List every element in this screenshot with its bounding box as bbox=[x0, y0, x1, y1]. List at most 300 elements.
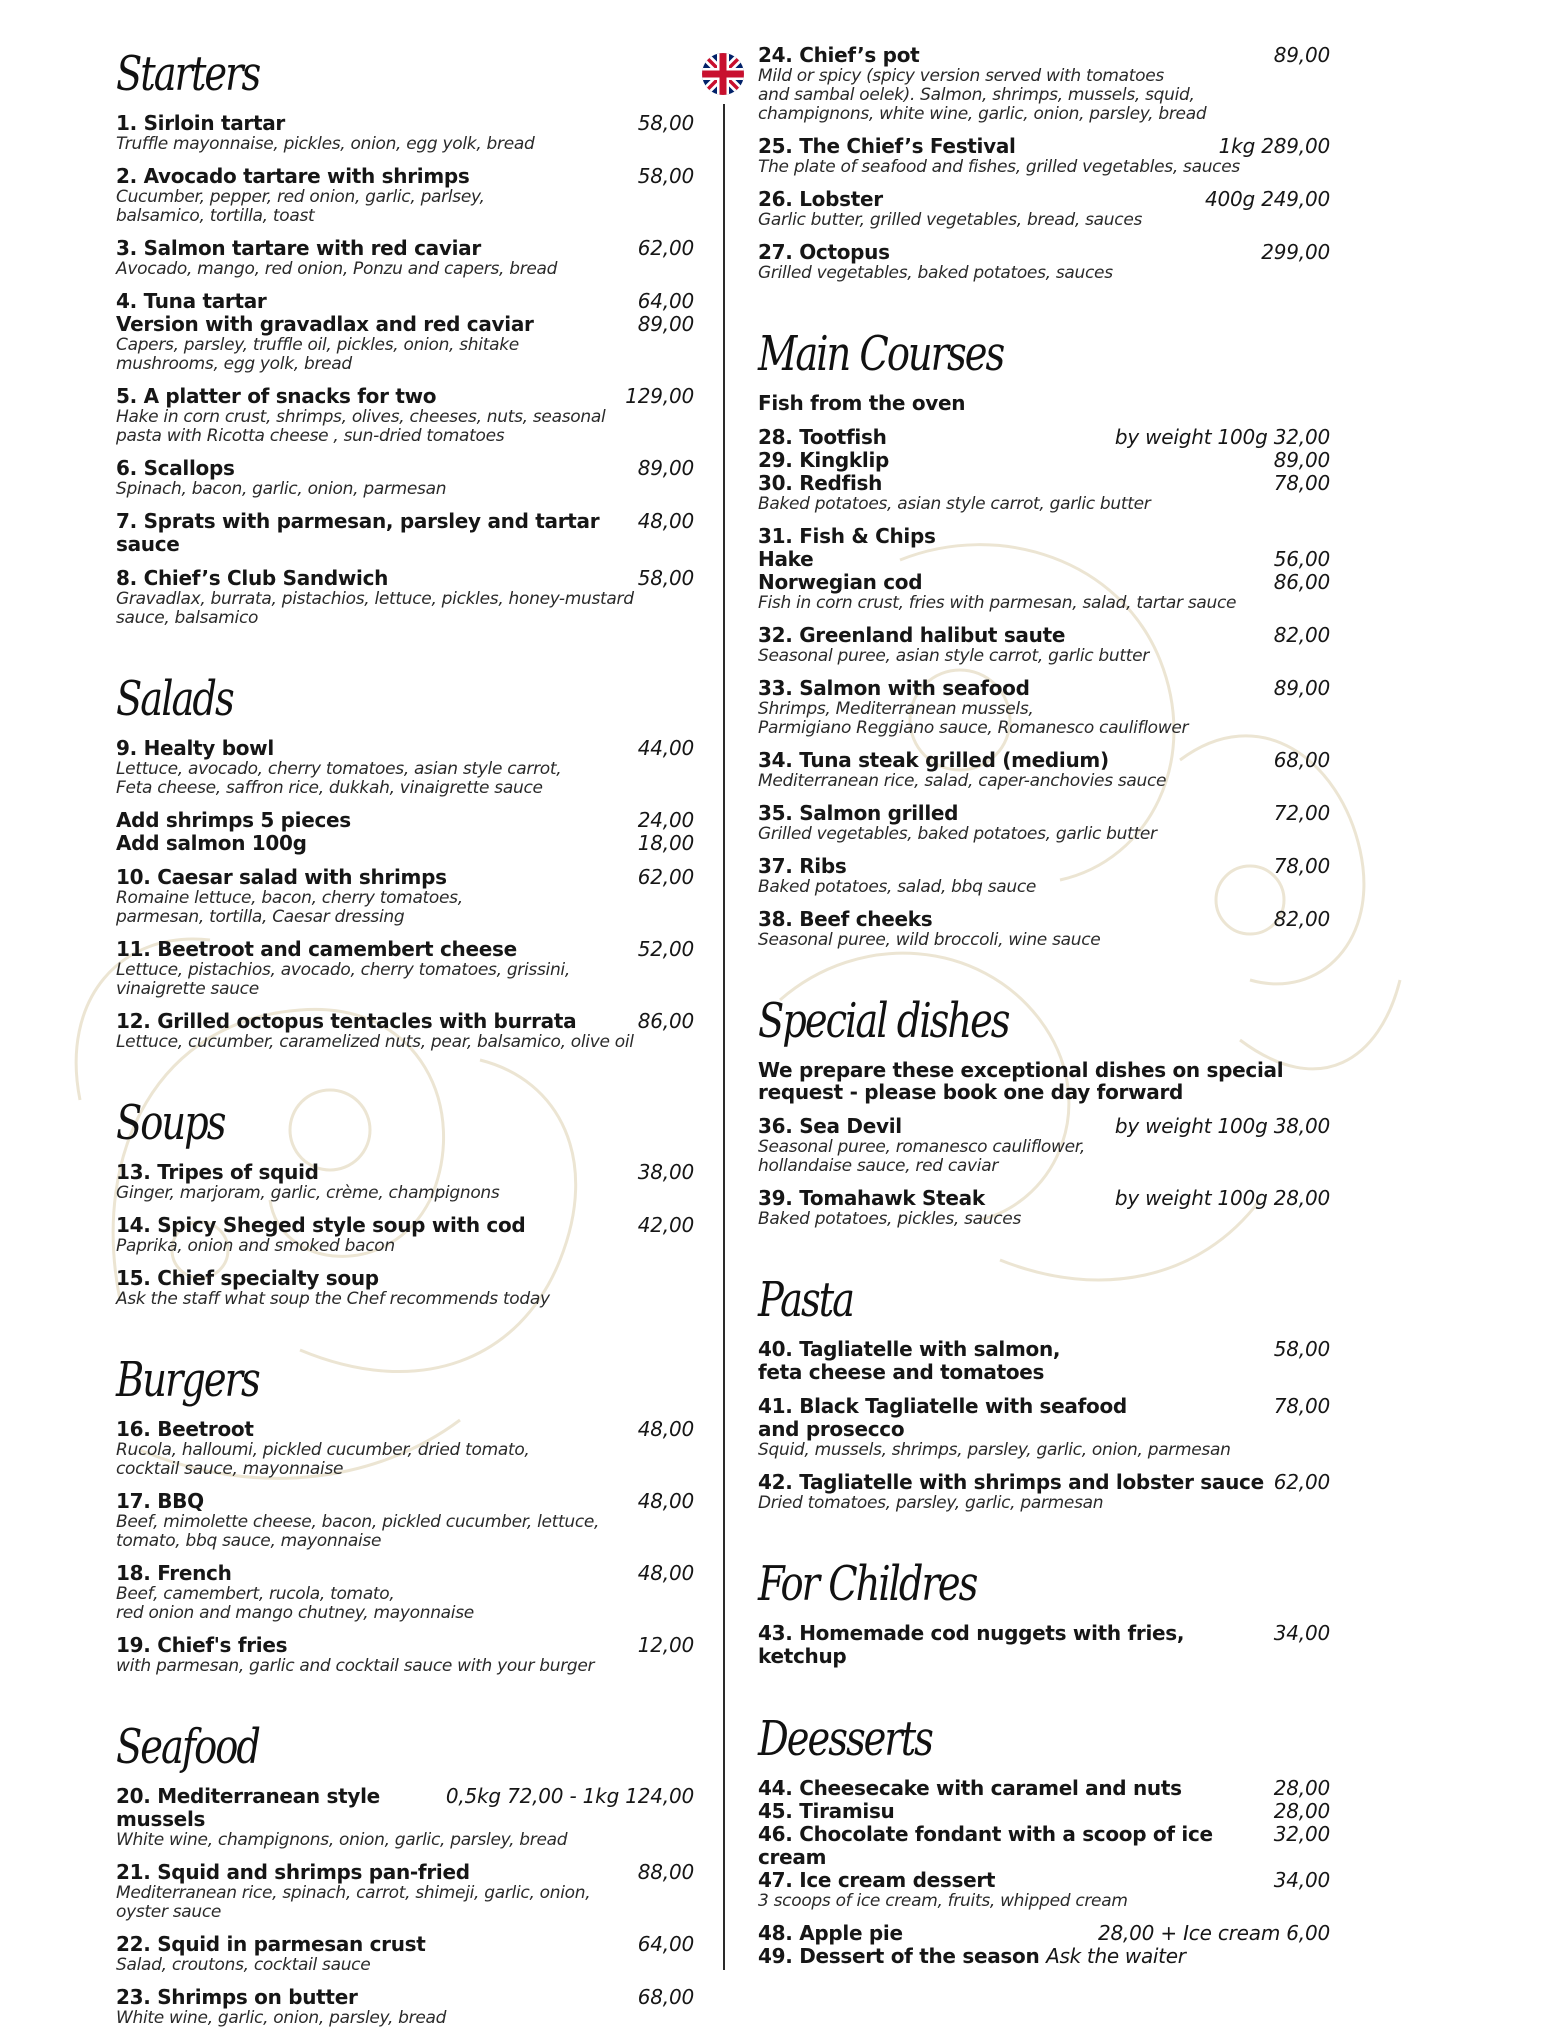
dish-name-text: 13. Tripes of squid bbox=[116, 1160, 319, 1184]
menu-item bbox=[116, 567, 694, 628]
dish-description: Shrimps, Mediterranean mussels, bbox=[758, 699, 1034, 719]
dish-name-text: Norwegian cod bbox=[758, 570, 923, 594]
dish-name bbox=[758, 188, 1197, 211]
dish-name bbox=[758, 1622, 1266, 1645]
dish-name bbox=[116, 290, 630, 313]
dish-price: 12,00 bbox=[637, 1633, 694, 1657]
section-title: Burgers bbox=[116, 1352, 259, 1408]
dish-description: pasta with Ricotta cheese , sun-dried tomatoes bbox=[116, 426, 505, 446]
menu-item-line bbox=[758, 1395, 1330, 1418]
dish-name bbox=[758, 449, 1266, 472]
menu-section-deesserts bbox=[758, 1679, 1330, 1968]
dish-name-text: 48. Apple pie bbox=[758, 1921, 903, 1945]
dish-description: Dried tomatoes, parsley, garlic, parmesan bbox=[758, 1493, 1104, 1513]
dish-name-text: 4. Tuna tartar bbox=[116, 289, 267, 313]
dish-description: and sambal oelek). Salmon, shrimps, mussels, squid, bbox=[758, 85, 1195, 105]
dish-price: 64,00 bbox=[637, 1932, 694, 1956]
dish-description: Garlic butter, grilled vegetables, bread, sauces bbox=[758, 210, 1143, 230]
dish-name bbox=[758, 426, 1107, 449]
menu-section-continued bbox=[758, 44, 1330, 283]
dish-name-text: 21. Squid and shrimps pan-fried bbox=[116, 1860, 470, 1884]
dish-name-text: 24. Chief’s pot bbox=[758, 43, 920, 67]
dish-name-text: Add shrimps 5 pieces bbox=[116, 808, 351, 832]
menu-section-special-dishes bbox=[758, 961, 1330, 1229]
dish-name bbox=[758, 135, 1211, 158]
menu-item-line bbox=[116, 1562, 694, 1585]
dish-name-text: 22. Squid in parmesan crust bbox=[116, 1932, 426, 1956]
dish-description: Rucola, halloumi, pickled cucumber, dried tomato, bbox=[116, 1440, 530, 1460]
dish-name-text: 15. Chief specialty soup bbox=[116, 1266, 379, 1290]
menu-item bbox=[758, 241, 1330, 283]
menu-item-line bbox=[116, 1418, 694, 1441]
section-spacer bbox=[116, 1687, 694, 1717]
dish-name bbox=[116, 1861, 630, 1884]
dish-name-text: 1. Sirloin tartar bbox=[116, 111, 285, 135]
dish-price: 24,00 bbox=[637, 808, 694, 832]
section-title: Starters bbox=[116, 46, 260, 102]
dish-name-text: 42. Tagliatelle with shrimps and lobster sauce bbox=[758, 1470, 1264, 1494]
dish-price: 28,00 + Ice cream 6,00 bbox=[1097, 1921, 1330, 1945]
dish-name bbox=[758, 1418, 1322, 1441]
menu-item bbox=[116, 1861, 694, 1922]
menu-item bbox=[116, 809, 694, 855]
menu-item bbox=[116, 866, 694, 927]
dish-name bbox=[758, 525, 1322, 548]
dish-name bbox=[758, 44, 1266, 67]
menu-item bbox=[116, 1634, 694, 1676]
dish-name bbox=[758, 1361, 1322, 1384]
menu-column-left bbox=[116, 44, 694, 2039]
menu-item-line bbox=[758, 1622, 1330, 1645]
dish-price: 68,00 bbox=[637, 1985, 694, 2009]
dish-description: Cucumber, pepper, red onion, garlic, parlsey, bbox=[116, 187, 485, 207]
menu-section-burgers bbox=[116, 1320, 694, 1676]
menu-item-line bbox=[116, 737, 694, 760]
dish-description: red onion and mango chutney, mayonnaise bbox=[116, 1603, 474, 1623]
dish-description: Baked potatoes, pickles, sauces bbox=[758, 1209, 1022, 1229]
menu-item-line bbox=[758, 241, 1330, 264]
dish-name bbox=[758, 908, 1266, 931]
dish-description: White wine, garlic, onion, parsley, bread bbox=[116, 2008, 447, 2028]
menu-item bbox=[758, 749, 1330, 791]
menu-item-line bbox=[758, 624, 1330, 647]
dish-description: Grilled vegetables, baked potatoes, garlic butter bbox=[758, 824, 1157, 844]
menu-item-line bbox=[758, 472, 1330, 495]
menu-item-line bbox=[116, 866, 694, 889]
dish-price: 89,00 bbox=[637, 312, 694, 336]
dish-price: by weight 100g 32,00 bbox=[1114, 425, 1330, 449]
dish-name-text: 30. Redfish bbox=[758, 471, 883, 495]
dish-name bbox=[758, 1777, 1266, 1800]
dish-name-text: 19. Chief's fries bbox=[116, 1633, 288, 1657]
menu-section-soups bbox=[116, 1063, 694, 1309]
menu-section-starters bbox=[116, 44, 694, 628]
menu-item-line bbox=[116, 237, 694, 260]
dish-description: Mediterranean rice, salad, caper-anchovies sauce bbox=[758, 771, 1167, 791]
menu-item-line bbox=[116, 832, 694, 855]
dish-name-text: 2. Avocado tartare with shrimps bbox=[116, 164, 470, 188]
dish-description: Avocado, mango, red onion, Ponzu and capers, bread bbox=[116, 259, 558, 279]
menu-item-line bbox=[116, 567, 694, 590]
column-divider bbox=[723, 104, 725, 1970]
menu-item bbox=[116, 1562, 694, 1623]
dish-name bbox=[758, 749, 1266, 772]
dish-price: 48,00 bbox=[637, 509, 694, 533]
dish-name bbox=[116, 1161, 630, 1184]
dish-description: Ginger, marjoram, garlic, crème, champignons bbox=[116, 1183, 500, 1203]
menu-section-main-courses bbox=[758, 294, 1330, 950]
menu-item bbox=[758, 624, 1330, 666]
dish-price: 62,00 bbox=[1273, 1470, 1330, 1494]
menu-item-line bbox=[758, 1187, 1330, 1210]
dish-name-text: 46. Chocolate fondant with a scoop of ice cream bbox=[758, 1822, 1213, 1869]
menu-item-line bbox=[758, 1945, 1330, 1968]
menu-item bbox=[116, 1418, 694, 1479]
dish-description: Grilled vegetables, baked potatoes, sauces bbox=[758, 263, 1113, 283]
dish-description: sauce, balsamico bbox=[116, 608, 259, 628]
dish-name-text: 43. Homemade cod nuggets with fries, bbox=[758, 1621, 1185, 1645]
dish-name bbox=[758, 677, 1266, 700]
dish-price: 62,00 bbox=[637, 236, 694, 260]
dish-description: Seasonal puree, asian style carrot, garlic butter bbox=[758, 646, 1149, 666]
dish-price: 34,00 bbox=[1273, 1621, 1330, 1645]
dish-name bbox=[758, 1187, 1107, 1210]
menu-item bbox=[116, 385, 694, 446]
menu-item bbox=[758, 525, 1330, 613]
menu-item-line bbox=[758, 1823, 1330, 1869]
menu-item bbox=[116, 737, 694, 798]
menu-section-seafood bbox=[116, 1687, 694, 2028]
section-intro bbox=[758, 1059, 1330, 1103]
dish-name bbox=[758, 1945, 1322, 1968]
dish-name bbox=[758, 548, 1266, 571]
dish-price: 28,00 bbox=[1273, 1776, 1330, 1800]
dish-name-text: 23. Shrimps on butter bbox=[116, 1985, 358, 2009]
dish-name bbox=[116, 112, 630, 135]
menu-item bbox=[116, 1010, 694, 1052]
dish-name-text: 47. Ice cream dessert bbox=[758, 1868, 996, 1892]
dish-description: Truffle mayonnaise, pickles, onion, egg yolk, bread bbox=[116, 134, 535, 154]
dish-price: 88,00 bbox=[637, 1860, 694, 1884]
menu-item-line bbox=[758, 677, 1330, 700]
dish-name-text: 20. Mediterranean style mussels bbox=[116, 1784, 380, 1831]
dish-description: balsamico, tortilla, toast bbox=[116, 206, 315, 226]
menu-item-line bbox=[116, 1214, 694, 1237]
dish-price: 89,00 bbox=[1273, 43, 1330, 67]
dish-description: tomato, bbq sauce, mayonnaise bbox=[116, 1531, 382, 1551]
dish-description: Parmigiano Reggiano sauce, Romanesco cauliflower bbox=[758, 718, 1189, 738]
dish-description: Beef, mimolette cheese, bacon, pickled cucumber, lettuce, bbox=[116, 1512, 600, 1532]
dish-price: 86,00 bbox=[1273, 570, 1330, 594]
dish-description: 3 scoops of ice cream, fruits, whipped cream bbox=[758, 1891, 1128, 1911]
dish-name-text: 12. Grilled octopus tentacles with burrata bbox=[116, 1009, 577, 1033]
section-intro bbox=[758, 392, 1330, 414]
dish-name-text: 10. Caesar salad with shrimps bbox=[116, 865, 447, 889]
dish-name-text: Hake bbox=[758, 547, 814, 571]
dish-name bbox=[116, 165, 630, 188]
dish-description: with parmesan, garlic and cocktail sauce with your burger bbox=[116, 1656, 595, 1676]
menu-item-line bbox=[758, 449, 1330, 472]
menu-item bbox=[758, 908, 1330, 950]
menu-item bbox=[758, 1777, 1330, 1911]
section-spacer bbox=[758, 961, 1330, 991]
menu-item-line bbox=[758, 1800, 1330, 1823]
section-intro-line: We prepare these exceptional dishes on special bbox=[758, 1058, 1284, 1082]
dish-name-text: 31. Fish & Chips bbox=[758, 524, 936, 548]
dish-description: Beef, camembert, rucola, tomato, bbox=[116, 1584, 395, 1604]
section-title: For Childres bbox=[758, 1556, 977, 1612]
menu-item-line bbox=[116, 1933, 694, 1956]
menu-item bbox=[116, 237, 694, 279]
dish-description: Fish in corn crust, fries with parmesan, salad, tartar sauce bbox=[758, 593, 1237, 613]
dish-name bbox=[758, 472, 1266, 495]
dish-name-text: 29. Kingklip bbox=[758, 448, 890, 472]
dish-price: 48,00 bbox=[637, 1561, 694, 1585]
menu-item bbox=[116, 1933, 694, 1975]
dish-name-text: feta cheese and tomatoes bbox=[758, 1360, 1045, 1384]
dish-name bbox=[116, 1785, 438, 1831]
dish-name bbox=[758, 571, 1266, 594]
dish-name-text: 39. Tomahawk Steak bbox=[758, 1186, 985, 1210]
dish-name bbox=[116, 1986, 630, 2009]
dish-name bbox=[116, 832, 630, 855]
dish-name bbox=[116, 1010, 630, 1033]
dish-name bbox=[758, 1922, 1090, 1945]
dish-description: mushrooms, egg yolk, bread bbox=[116, 354, 352, 374]
dish-name-text: 32. Greenland halibut saute bbox=[758, 623, 1066, 647]
dish-price: 48,00 bbox=[637, 1417, 694, 1441]
dish-description: Spinach, bacon, garlic, onion, parmesan bbox=[116, 479, 447, 499]
menu-section-salads bbox=[116, 639, 694, 1052]
dish-name bbox=[116, 809, 630, 832]
dish-description: Squid, mussels, shrimps, parsley, garlic, onion, parmesan bbox=[758, 1440, 1231, 1460]
section-spacer bbox=[116, 1063, 694, 1093]
menu-item bbox=[758, 1187, 1330, 1229]
dish-name-text: 33. Salmon with seafood bbox=[758, 676, 1030, 700]
menu-item bbox=[758, 677, 1330, 738]
dish-description: Lettuce, pistachios, avocado, cherry tomatoes, grissini, bbox=[116, 960, 570, 980]
section-spacer bbox=[758, 294, 1330, 324]
dish-name-text: 9. Healty bowl bbox=[116, 736, 274, 760]
menu-item-line bbox=[116, 1785, 694, 1831]
dish-description: Romaine lettuce, bacon, cherry tomatoes, bbox=[116, 888, 463, 908]
menu-item-line bbox=[116, 1161, 694, 1184]
dish-description: Seasonal puree, wild broccoli, wine sauce bbox=[758, 930, 1101, 950]
dish-name bbox=[758, 802, 1266, 825]
dish-name-text: 18. French bbox=[116, 1561, 232, 1585]
dish-name bbox=[116, 1933, 630, 1956]
menu-section-pasta bbox=[758, 1240, 1330, 1513]
dish-name bbox=[116, 457, 630, 480]
menu-item bbox=[116, 457, 694, 499]
menu-item-line bbox=[758, 1338, 1330, 1361]
dish-price: 58,00 bbox=[1273, 1337, 1330, 1361]
dish-price: by weight 100g 28,00 bbox=[1114, 1186, 1330, 1210]
dish-price: 72,00 bbox=[1273, 801, 1330, 825]
menu-item-line bbox=[116, 1010, 694, 1033]
dish-name-text: Version with gravadlax and red caviar bbox=[116, 312, 534, 336]
dish-name bbox=[758, 1869, 1266, 1892]
dish-description: Salad, croutons, cocktail sauce bbox=[116, 1955, 371, 1975]
dish-description: oyster sauce bbox=[116, 1902, 222, 1922]
menu-item bbox=[758, 1115, 1330, 1176]
menu-item bbox=[116, 165, 694, 226]
menu-column-right bbox=[758, 44, 1330, 1979]
menu-item bbox=[116, 1490, 694, 1551]
dish-name-text: 37. Ribs bbox=[758, 854, 847, 878]
dish-name bbox=[116, 1267, 686, 1290]
dish-name-text: 34. Tuna steak grilled (medium) bbox=[758, 748, 1109, 772]
uk-flag-icon[interactable] bbox=[701, 52, 745, 96]
menu-item-line bbox=[116, 1986, 694, 2009]
menu-item-line bbox=[116, 1861, 694, 1884]
menu-item-line bbox=[758, 548, 1330, 571]
menu-item-line bbox=[758, 1115, 1330, 1138]
dish-name bbox=[116, 1418, 630, 1441]
menu-item bbox=[758, 44, 1330, 124]
dish-price: 48,00 bbox=[637, 1489, 694, 1513]
dish-name-text: Add salmon 100g bbox=[116, 831, 307, 855]
dish-name bbox=[116, 938, 630, 961]
dish-name bbox=[758, 1115, 1107, 1138]
dish-name-text: 11. Beetroot and camembert cheese bbox=[116, 937, 517, 961]
menu-item-line bbox=[758, 749, 1330, 772]
dish-description: Mild or spicy (spicy version served with tomatoes bbox=[758, 66, 1164, 86]
dish-price: 64,00 bbox=[637, 289, 694, 313]
menu-item-line bbox=[116, 1267, 694, 1290]
dish-name bbox=[116, 1490, 630, 1513]
menu-item-line bbox=[116, 165, 694, 188]
dish-description: Baked potatoes, asian style carrot, garlic butter bbox=[758, 494, 1151, 514]
dish-price: 400g 249,00 bbox=[1204, 187, 1330, 211]
dish-name bbox=[116, 1214, 630, 1237]
section-intro-line: Fish from the oven bbox=[758, 391, 966, 415]
menu-item-line bbox=[758, 135, 1330, 158]
menu-item-line bbox=[116, 809, 694, 832]
dish-name bbox=[116, 510, 630, 556]
dish-price: 1kg 289,00 bbox=[1218, 134, 1330, 158]
menu-item-line bbox=[758, 188, 1330, 211]
dish-name-text: 27. Octopus bbox=[758, 240, 890, 264]
dish-name-text: 8. Chief’s Club Sandwich bbox=[116, 566, 389, 590]
dish-name bbox=[116, 737, 630, 760]
section-title: Main Courses bbox=[758, 326, 1004, 382]
dish-price: 58,00 bbox=[637, 566, 694, 590]
dish-description: White wine, champignons, onion, garlic, parsley, bread bbox=[116, 1830, 568, 1850]
menu-item-line bbox=[116, 938, 694, 961]
dish-name-text: 17. BBQ bbox=[116, 1489, 204, 1513]
dish-name bbox=[116, 1562, 630, 1585]
dish-name-text: 5. A platter of snacks for two bbox=[116, 384, 437, 408]
dish-name-text: 26. Lobster bbox=[758, 187, 883, 211]
dish-price: 86,00 bbox=[637, 1009, 694, 1033]
menu-item-line bbox=[116, 313, 694, 336]
dish-name bbox=[758, 855, 1266, 878]
menu-item bbox=[116, 1161, 694, 1203]
menu-item-line bbox=[758, 908, 1330, 931]
dish-price: 78,00 bbox=[1273, 1394, 1330, 1418]
menu-item-line bbox=[116, 290, 694, 313]
dish-description: Paprika, onion and smoked bacon bbox=[116, 1236, 395, 1256]
menu-item-line bbox=[758, 855, 1330, 878]
section-spacer bbox=[116, 639, 694, 669]
menu-item bbox=[758, 1395, 1330, 1460]
section-title: Special dishes bbox=[758, 993, 1009, 1049]
dish-name-text: 40. Tagliatelle with salmon, bbox=[758, 1337, 1061, 1361]
dish-description: cocktail sauce, mayonnaise bbox=[116, 1459, 344, 1479]
menu-item bbox=[758, 1622, 1330, 1668]
menu-item bbox=[116, 1214, 694, 1256]
menu-item bbox=[116, 1785, 694, 1850]
dish-description: Lettuce, avocado, cherry tomatoes, asian style carrot, bbox=[116, 759, 562, 779]
menu-item bbox=[116, 112, 694, 154]
dish-price: 38,00 bbox=[637, 1160, 694, 1184]
dish-name bbox=[116, 237, 630, 260]
menu-item-line bbox=[758, 1777, 1330, 1800]
dish-name-text: ketchup bbox=[758, 1644, 847, 1668]
dish-name-text: and prosecco bbox=[758, 1417, 905, 1441]
dish-price: 299,00 bbox=[1261, 240, 1330, 264]
dish-name bbox=[758, 241, 1253, 264]
menu-item bbox=[116, 510, 694, 556]
dish-name-text: 38. Beef cheeks bbox=[758, 907, 933, 931]
menu-item-line bbox=[758, 571, 1330, 594]
dish-price: 32,00 bbox=[1273, 1822, 1330, 1846]
dish-price: 44,00 bbox=[637, 736, 694, 760]
dish-name-text: 6. Scallops bbox=[116, 456, 235, 480]
menu-item bbox=[758, 135, 1330, 177]
menu-item-line bbox=[116, 1490, 694, 1513]
dish-price: 56,00 bbox=[1273, 547, 1330, 571]
section-title: Deesserts bbox=[758, 1711, 932, 1767]
dish-price: 89,00 bbox=[1273, 676, 1330, 700]
dish-name bbox=[116, 313, 630, 336]
dish-price: 89,00 bbox=[1273, 448, 1330, 472]
dish-description: Mediterranean rice, spinach, carrot, shimeji, garlic, onion, bbox=[116, 1883, 591, 1903]
menu-item-line bbox=[758, 1361, 1330, 1384]
dish-description: Capers, parsley, truffle oil, pickles, onion, shitake bbox=[116, 335, 519, 355]
dish-price: 62,00 bbox=[637, 865, 694, 889]
menu-item bbox=[758, 855, 1330, 897]
menu-item bbox=[116, 1267, 694, 1309]
menu-item-line bbox=[758, 802, 1330, 825]
menu-item bbox=[758, 802, 1330, 844]
dish-description: Feta cheese, saffron rice, dukkah, vinaigrette sauce bbox=[116, 778, 543, 798]
dish-price: 58,00 bbox=[637, 164, 694, 188]
menu-item bbox=[758, 1471, 1330, 1513]
dish-price: 0,5kg 72,00 - 1kg 124,00 bbox=[445, 1784, 694, 1808]
dish-price: 82,00 bbox=[1273, 623, 1330, 647]
dish-price: 78,00 bbox=[1273, 471, 1330, 495]
section-title: Pasta bbox=[758, 1272, 854, 1328]
menu-item-line bbox=[116, 457, 694, 480]
dish-name-text: 25. The Chief’s Festival bbox=[758, 134, 1016, 158]
dish-description: champignons, white wine, garlic, onion, parsley, bread bbox=[758, 104, 1207, 124]
dish-name bbox=[116, 567, 630, 590]
dish-name bbox=[758, 1800, 1266, 1823]
dish-name-text: 7. Sprats with parmesan, parsley and tartar sauce bbox=[116, 509, 600, 556]
dish-price: 42,00 bbox=[637, 1213, 694, 1237]
menu-item bbox=[116, 1986, 694, 2028]
dish-name bbox=[758, 1395, 1266, 1418]
dish-price: 58,00 bbox=[637, 111, 694, 135]
dish-name bbox=[758, 1338, 1266, 1361]
dish-note: Ask the waiter bbox=[1046, 1944, 1186, 1968]
section-spacer bbox=[116, 1320, 694, 1350]
dish-name bbox=[116, 385, 617, 408]
dish-name-text: 49. Dessert of the season bbox=[758, 1944, 1040, 1968]
menu-item-line bbox=[758, 44, 1330, 67]
